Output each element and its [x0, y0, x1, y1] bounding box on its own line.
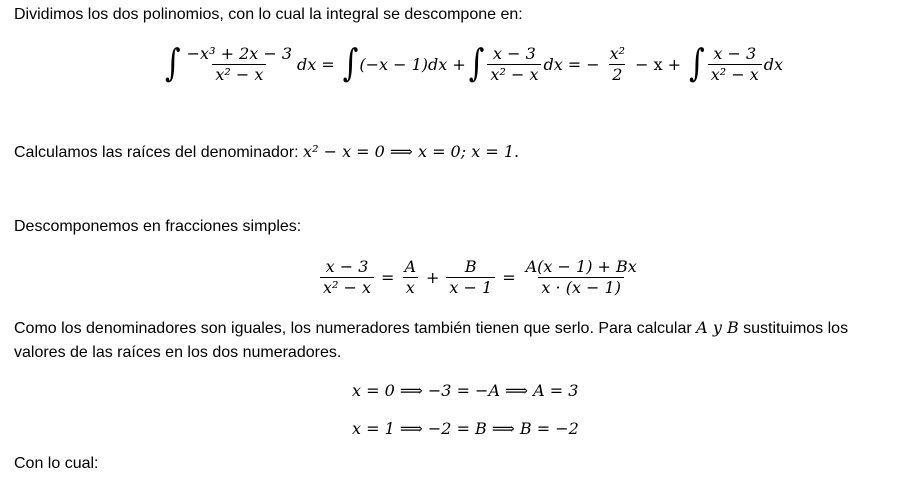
pf-fraction-1-denominator: x² − x [320, 277, 374, 297]
dx-1: dx [297, 54, 317, 74]
explanation-text-b: sustituimos los valores de las raíces en los dos numeradores. [14, 320, 849, 361]
fraction-3-numerator: x² [609, 43, 626, 63]
polynomial-part: (−x − 1)dx + [359, 54, 466, 74]
fraction-2 [487, 45, 541, 84]
fraction-1 [184, 45, 295, 84]
fraction-4-numerator: x − 3 [713, 43, 757, 63]
pf-plus: + [426, 267, 440, 287]
integral-equation [162, 38, 783, 90]
decompose-paragraph: Descomponemos en fracciones simples: [14, 218, 302, 235]
pf-fraction-a-denominator: x [403, 277, 418, 297]
roots-math: x² − x = 0 ⟹ x = 0; x = 1. [303, 142, 520, 161]
pf-fraction-1-numerator: x − 3 [325, 256, 369, 276]
pf-fraction-a-numerator: A [404, 256, 417, 276]
roots-paragraph [14, 140, 519, 165]
minus-x-plus: − x + [635, 54, 682, 74]
pf-fraction-b [446, 258, 495, 297]
explanation-math: A y B [696, 318, 739, 337]
fraction-1-denominator: x² − x [212, 64, 266, 84]
fraction-3 [607, 45, 628, 84]
root-substitution-2 [352, 416, 579, 440]
pf-fraction-combined-denominator: x · (x − 1) [538, 277, 624, 297]
fraction-4-denominator: x² − x [708, 64, 762, 84]
equals-1: = [321, 54, 335, 74]
substitution-line-1: x = 0 ⟹ −3 = −A ⟹ A = 3 [352, 380, 579, 400]
intro-paragraph: Dividimos los dos polinomios, con lo cual la integral se descompone en: [14, 6, 523, 23]
pf-fraction-b-denominator: x − 1 [446, 277, 495, 297]
partial-fractions-equation [318, 252, 642, 302]
pf-fraction-a [401, 258, 419, 297]
fraction-3-denominator: 2 [609, 64, 625, 84]
fraction-2-denominator: x² − x [487, 64, 541, 84]
integral-sign: ∫ [165, 41, 181, 86]
root-substitution-1 [352, 378, 578, 402]
pf-fraction-combined [523, 258, 640, 297]
fraction-1-numerator: −x³ + 2x − 3 [186, 43, 293, 63]
conclusion-paragraph: Con lo cual: [14, 455, 99, 472]
integral-sign: ∫ [342, 41, 359, 86]
equals-minus: = − [567, 54, 600, 74]
fraction-4 [708, 45, 762, 84]
dx-2: dx [543, 54, 563, 74]
pf-fraction-b-numerator: B [464, 256, 477, 276]
pf-equals-2: = [502, 267, 516, 287]
pf-fraction-combined-numerator: A(x − 1) + Bx [525, 256, 637, 276]
dx-3: dx [763, 54, 784, 74]
integral-sign: ∫ [468, 41, 485, 86]
substitution-line-2: x = 1 ⟹ −2 = B ⟹ B = −2 [352, 418, 579, 438]
integral-sign: ∫ [689, 41, 705, 86]
explanation-paragraph [14, 316, 892, 365]
fraction-2-numerator: x − 3 [493, 43, 536, 63]
pf-fraction-1 [320, 258, 374, 297]
pf-equals-1: = [381, 267, 395, 287]
roots-text: Calculamos las raíces del denominador: [14, 144, 299, 161]
explanation-text-a: Como los denominadores son iguales, los numeradores también tienen que serlo. Para calcular [14, 320, 692, 337]
